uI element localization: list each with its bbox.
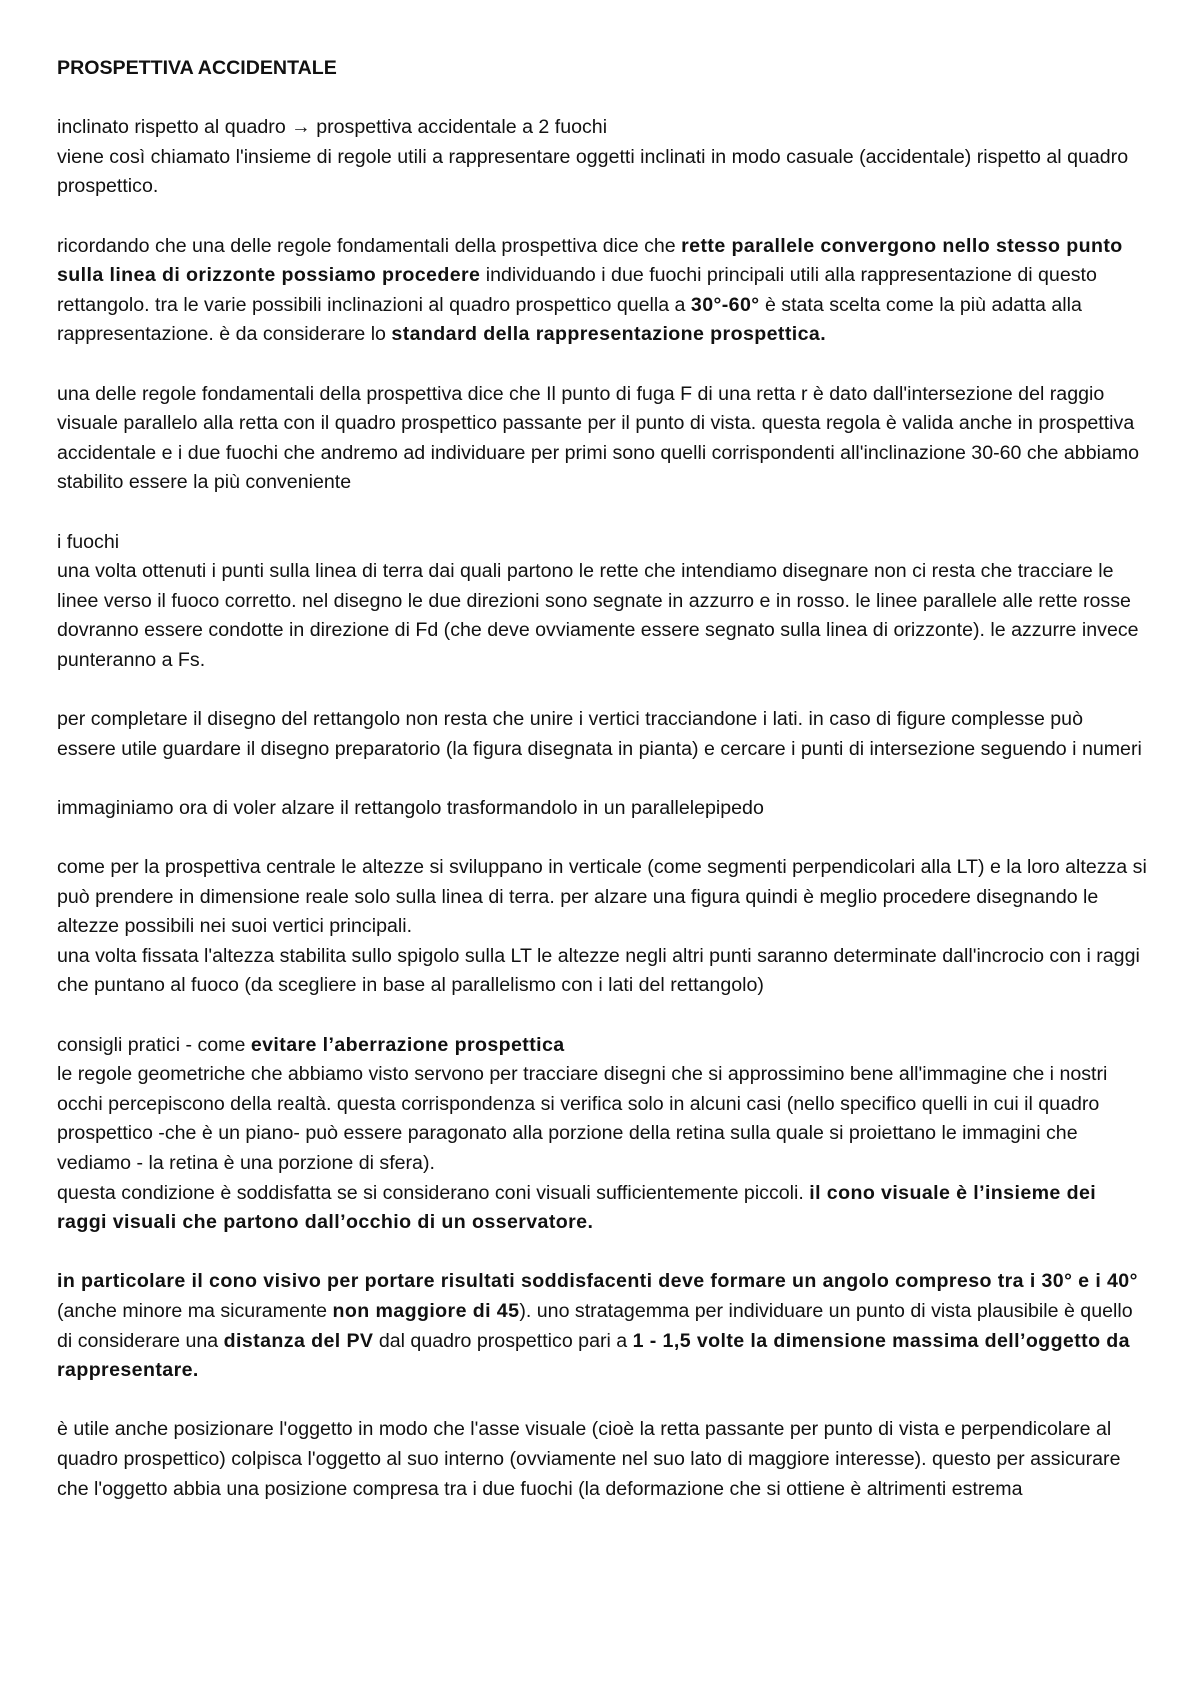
- text-span: questa condizione è soddisfatta se si considerano coni visuali sufficientemente piccoli.: [57, 1181, 810, 1204]
- text-span: una volta ottenuti i punti sulla linea di terra dai quali partono le rette che intendiamo disegnare non ci resta che tracciare le linee verso il fuoco corretto. nel disegno le due direzioni sono segnate in azzurro e in rosso. le linee parallele alle rette rosse dovranno essere condotte in direzione di Fd (che deve ovviamente essere segnato sulla linea di orizzonte). le azzurre invece punteranno a Fs.: [57, 560, 1139, 671]
- document-page: [57, 54, 1147, 1504]
- bold-span: non maggiore di 45: [332, 1299, 520, 1322]
- paragraph-practical-tips: [57, 1031, 1147, 1238]
- document-title: PROSPETTIVA ACCIDENTALE: [57, 57, 337, 79]
- paragraph-visual-cone: [57, 1267, 1147, 1385]
- text-span: (anche minore ma sicuramente: [57, 1299, 333, 1322]
- bold-span: distanza del PV: [223, 1329, 374, 1352]
- bold-span: il cono visuale è l’insieme dei raggi visuali che partono dall’occhio di un osservatore.: [57, 1181, 1097, 1234]
- bold-span: 1 - 1,5 volte la dimensione massima dell’oggetto da rappresentare.: [57, 1329, 1130, 1382]
- paragraph-parallel-lines: [57, 232, 1147, 350]
- bold-span: 30°-60°: [690, 293, 760, 316]
- section-heading-fuochi: i fuochi: [57, 530, 120, 553]
- bold-span: rette parallele convergono nello stesso punto sulla linea di orizzonte possiamo procedere: [57, 234, 1123, 287]
- text-span: una volta fissata l'altezza stabilita sullo spigolo sulla LT le altezze negli altri punti saranno determinate dall'incrocio con i raggi che puntano al fuoco (da scegliere in base al parallelismo con i lati del rettangolo): [57, 944, 1140, 997]
- paragraph-fuochi: [57, 528, 1147, 676]
- text-span: le regole geometriche che abbiamo visto servono per tracciare disegni che si approssimino bene all'immagine che i nostri occhi percepiscono della realtà. questa corrispondenza si verifica solo in alcuni casi (nello specifico quelli in cui il quadro prospettico -che è un piano- può essere paragonato alla porzione della retina sulla quale si proiettano le immagini che vediamo - la retina è una porzione di sfera).: [57, 1063, 1108, 1174]
- paragraph-parallelepiped: immaginiamo ora di voler alzare il rettangolo trasformandolo in un parallelepipedo: [57, 796, 764, 819]
- paragraph-intro: [57, 113, 1147, 202]
- text-span: ricordando che una delle regole fondamentali della prospettiva dice che: [57, 234, 682, 257]
- bold-span: standard della rappresentazione prospettica.: [391, 323, 827, 346]
- intro-definition: viene così chiamato l'insieme di regole utili a rappresentare oggetti inclinati in modo casuale (accidentale) rispetto al quadro prospettico.: [57, 145, 1129, 198]
- text-span: come per la prospettiva centrale le altezze si sviluppano in verticale (come segmenti perpendicolari alla LT) e la loro altezza si può prendere in dimensione reale solo sulla linea di terra. per alzare una figura quindi è meglio procedere disegnando le altezze possibili nei suoi vertici principali.: [57, 856, 1147, 938]
- bold-span: evitare l’aberrazione prospettica: [250, 1033, 565, 1056]
- text-span: dal quadro prospettico pari a: [373, 1329, 633, 1352]
- paragraph-heights: [57, 853, 1147, 1001]
- text-span: consigli pratici - come: [57, 1033, 251, 1056]
- intro-line: inclinato rispetto al quadro → prospettiva accidentale a 2 fuochi: [57, 116, 608, 139]
- paragraph-visual-axis: è utile anche posizionare l'oggetto in modo che l'asse visuale (cioè la retta passante per punto di vista e perpendicolare al quadro prospettico) colpisca l'oggetto al suo interno (ovviamente nel suo lato di maggiore interesse). questo per assicurare che l'oggetto abbia una posizione compresa tra i due fuochi (la deformazione che si ottiene è altrimenti estrema: [57, 1418, 1121, 1500]
- paragraph-vanishing-point-rule: una delle regole fondamentali della prospettiva dice che Il punto di fuga F di una retta r è dato dall'intersezione del raggio visuale parallelo alla retta con il quadro prospettico passante per il punto di vista. questa regola è valida anche in prospettiva accidentale e i due fuochi che andremo ad individuare per primi sono quelli corrispondenti all'inclinazione 30-60 che abbiamo stabilito essere la più conveniente: [57, 382, 1140, 494]
- text-span: ). uno stratagemma per individuare un punto di vista plausibile è quello di considerare una: [57, 1299, 1133, 1352]
- text-span: individuando i due fuochi principali utili alla rappresentazione di questo rettangolo. tra le varie possibili inclinazioni al quadro prospettico quella a: [57, 264, 1097, 316]
- text-span: è stata scelta come la più adatta alla rappresentazione. è da considerare lo: [57, 293, 1082, 346]
- paragraph-complete-rectangle: per completare il disegno del rettangolo non resta che unire i vertici tracciandone i lati. in caso di figure complesse può essere utile guardare il disegno preparatorio (la figura disegnata in pianta) e cercare i punti di intersezione seguendo i numeri: [57, 708, 1142, 760]
- bold-span: in particolare il cono visivo per portare risultati soddisfacenti deve formare un angolo compreso tra i 30° e i 40°: [57, 1270, 1138, 1293]
